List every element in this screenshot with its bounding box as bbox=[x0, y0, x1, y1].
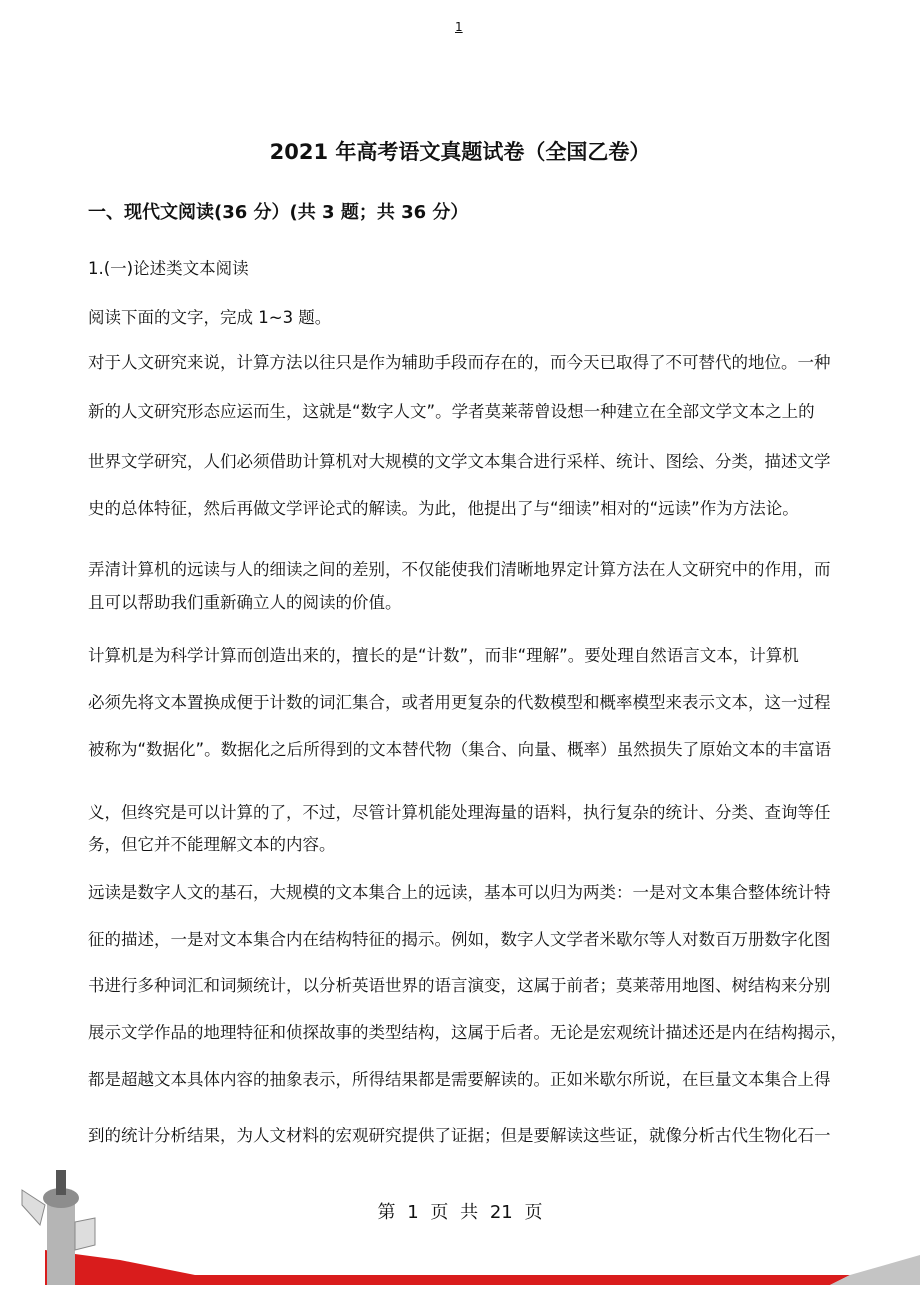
passage-line: 且可以帮助我们重新确立人的阅读的价值。 bbox=[88, 593, 402, 612]
section-heading: 一、现代文阅读(36 分）(共 3 题；共 36 分） bbox=[88, 202, 469, 223]
passage-line: 对于人文研究来说，计算方法以往只是作为辅助手段而存在的，而今天已取得了不可替代的地位。一种 bbox=[88, 353, 831, 372]
passage-line: 书进行多种词汇和词频统计，以分析英语世界的语言演变，这属于前者；莫莱蒂用地图、树结构来分别 bbox=[88, 976, 831, 995]
footer-decoration bbox=[0, 1150, 920, 1302]
grey-corner bbox=[830, 1255, 920, 1285]
passage-line: 必须先将文本置换成便于计数的词汇集合，或者用更复杂的代数模型和概率模型来表示文本，这一过程 bbox=[88, 693, 831, 712]
passage-line: 弄清计算机的远读与人的细读之间的差别，不仅能使我们清晰地界定计算方法在人文研究中的作用，而 bbox=[88, 560, 831, 579]
passage-line: 被称为“数据化”。数据化之后所得到的文本替代物（集合、向量、概率）虽然损失了原始文本的丰富语 bbox=[88, 740, 832, 759]
passage-line: 史的总体特征，然后再做文学评论式的解读。为此，他提出了与“细读”相对的“远读”作为方法论。 bbox=[88, 499, 799, 518]
passage-line: 到的统计分析结果，为人文材料的宏观研究提供了证据；但是要解读这些证，就像分析古代生物化石一 bbox=[88, 1126, 831, 1145]
passage-line: 展示文学作品的地理特征和侦探故事的类型结构，这属于后者。无论是宏观统计描述还是内在结构揭示， bbox=[88, 1023, 847, 1042]
instruction: 阅读下面的文字，完成 1~3 题。 bbox=[88, 308, 332, 327]
passage-line: 都是超越文本具体内容的抽象表示，所得结果都是需要解读的。正如米歇尔所说，在巨量文本集合上得 bbox=[88, 1070, 831, 1089]
document-title: 2021 年高考语文真题试卷（全国乙卷） bbox=[269, 140, 651, 164]
page-marker: 1 bbox=[455, 20, 463, 34]
passage-line: 远读是数字人文的基石，大规模的文本集合上的远读，基本可以归为两类：一是对文本集合整体统计特 bbox=[88, 883, 831, 902]
question-heading: 1.(一)论述类文本阅读 bbox=[88, 259, 249, 278]
passage-line: 征的描述，一是对文本集合内在结构特征的揭示。例如，数字人文学者米歇尔等人对数百万册数字化图 bbox=[88, 930, 831, 949]
red-ribbon bbox=[45, 1250, 850, 1285]
passage-line: 新的人文研究形态应运而生，这就是“数字人文”。学者莫莱蒂曾设想一种建立在全部文学文本之上的 bbox=[88, 402, 815, 421]
page-footer: 第 1 页 共 21 页 bbox=[377, 1202, 543, 1223]
passage-line: 务，但它并不能理解文本的内容。 bbox=[88, 835, 336, 854]
passage-line: 计算机是为科学计算而创造出来的，擅长的是“计数”，而非“理解”。要处理自然语言文本，计算机 bbox=[88, 646, 799, 665]
passage-line: 义，但终究是可以计算的了，不过，尽管计算机能处理海量的语料，执行复杂的统计、分类、查询等任 bbox=[88, 803, 831, 822]
passage-line: 世界文学研究，人们必须借助计算机对大规模的文学文本集合进行采样、统计、图绘、分类，描述文学 bbox=[88, 452, 831, 471]
